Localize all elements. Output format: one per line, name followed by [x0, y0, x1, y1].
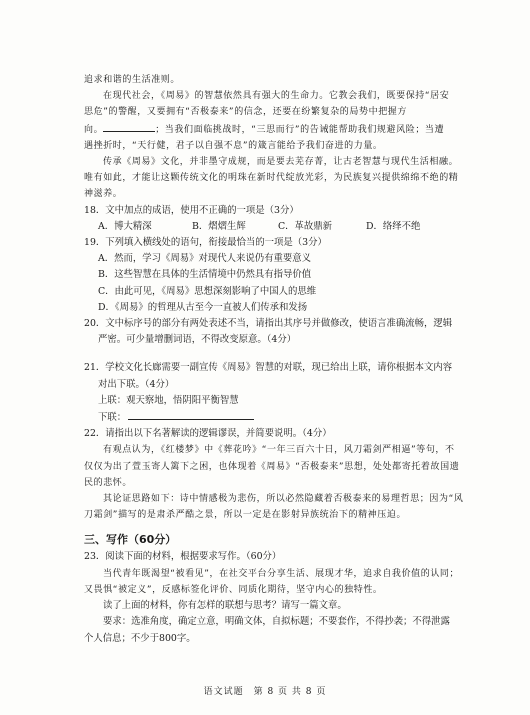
option-b: B．熠熠生辉	[192, 220, 246, 232]
couplet-lower	[84, 409, 508, 426]
passage-text: ；当我们面临挑战时，“三思而行”的告诫能帮助我们规避风险；当遭	[155, 124, 445, 135]
question-22-passage: 民的悲怀。	[84, 477, 133, 488]
page-content	[84, 72, 508, 647]
option-c: C．革故鼎新	[278, 220, 333, 232]
question-21-line: 对出下联。（4分）	[98, 378, 175, 390]
question-18-options	[84, 219, 508, 235]
question-20-line: 严密。可少量增删词语，不得改变原意。（4分）	[98, 334, 297, 346]
question-23-material: 又畏惧“被定义”，反感标签化评价、同质化期待，坚守内心的独特性。	[84, 584, 383, 595]
passage-line: 思危”的警醒，又要拥有“否极泰来”的信念，还要在纷繁复杂的局势中把握方	[84, 107, 407, 118]
question-20-line: 20．文中标序号的部分有两处表述不当，请指出其序号并做修改，使语言准确流畅，逻辑	[84, 318, 453, 330]
passage-line: 唯有如此，才能让这颗传统文化的明珠在新时代绽放光彩，为民族复兴提供绵绵不绝的精	[84, 173, 459, 184]
passage-line: 传承《周易》文化，并非墨守成规，而是要去芜存菁，让古老智慧与现代生活相融。	[103, 157, 459, 168]
passage-line: 在现代社会，《周易》的智慧依然具有强大的生命力。它教会我们，既要保持“居安	[103, 91, 450, 102]
question-23-requirements: 要求：选准角度，确定立意，明确文体，自拟标题；不要套作，不得抄袭；不得泄露	[103, 616, 450, 628]
question-22-passage: 有观点认为，《红楼梦》中《葬花吟》“一年三百六十日，风刀霜剑严相逼”等句，不	[103, 445, 455, 456]
couplet-lower-blank	[128, 409, 254, 420]
question-23-requirements: 个人信息；不少于800字。	[84, 632, 196, 644]
couplet-lower-label: 下联：	[98, 412, 127, 424]
passage-line: 遇挫折时，“天行健，君子以自强不息”的箴言能给予我们奋进的力量。	[84, 140, 383, 151]
question-22-passage: 其论证思路如下：诗中情感极为悲伤，所以必然隐藏着否极泰来的易理哲思；因为“风	[103, 494, 464, 505]
fill-blank	[103, 121, 155, 132]
option-a: A．然而，学习《周易》对现代人来说仍有重要意义	[98, 253, 312, 265]
question-23-stem: 23．阅读下面的材料，根据要求写作。（60分）	[84, 551, 282, 563]
question-22-passage: 仅仅为出了萱玉寄人篱下之困，也体现着《周易》“否极泰来”思想，处处都寄托着故国遗	[84, 461, 460, 472]
passage-line	[84, 121, 508, 138]
question-18-stem: 18．文中加点的成语，使用不正确的一项是（3分）	[84, 204, 299, 216]
passage-text: 向。	[84, 124, 104, 135]
question-21-line: 21．学校文化长廊需要一副宣传《周易》智慧的对联，现已给出上联，请你根据本文内容	[84, 362, 453, 374]
option-c: C．由此可见，《周易》思想深刻影响了中国人的思维	[98, 285, 317, 297]
option-a: A．博大精深	[98, 220, 152, 232]
passage-line: 追求和谐的生活准则。	[84, 75, 181, 85]
option-d: D．络绎不绝	[366, 220, 421, 232]
question-22-passage: 刀霜剑”描写的是肃杀严酷之景，所以一定是在影射异族统治下的精神压迫。	[84, 510, 407, 521]
passage-line: 神滋养。	[84, 189, 123, 200]
option-d: D．《周易》的哲理从古至今一直被人们传承和发扬	[98, 301, 308, 313]
option-b: B．这些智慧在具体的生活情境中仍然具有指导价值	[98, 269, 312, 281]
couplet-upper: 上联：观天察地，悟阴阳平衡智慧	[98, 394, 239, 406]
question-23-prompt: 读了上面的材料，你有怎样的联想与思考？请写一篇文章。	[103, 600, 347, 612]
question-22-stem: 22．请指出以下名著解读的逻辑谬误，并简要说明。（4分）	[84, 428, 332, 440]
section-writing-title: 三、写作（60分）	[84, 533, 177, 547]
question-23-material: 当代青年既渴望“被看见”，在社交平台分享生活、展现才华，追求自我价值的认同；	[103, 568, 460, 579]
page-footer: 语文试题 第 8 页 共 8 页	[203, 687, 327, 697]
question-19-stem: 19．下列填入横线处的语句，衔接最恰当的一项是（3分）	[84, 237, 327, 249]
